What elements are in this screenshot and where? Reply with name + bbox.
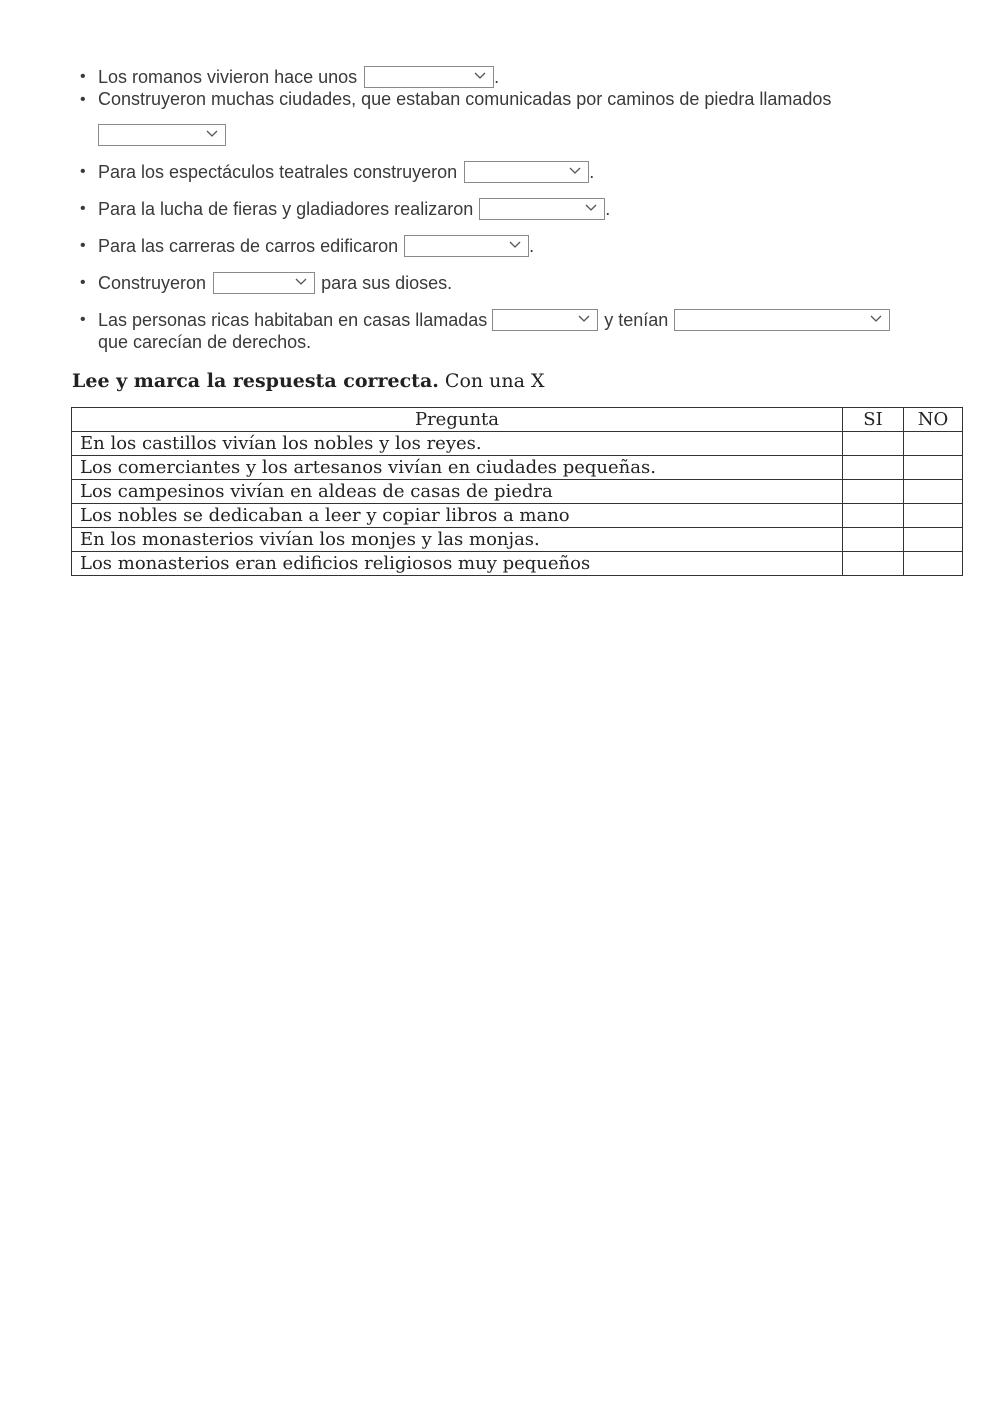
answer-dropdown-1[interactable] xyxy=(364,66,494,88)
table-row xyxy=(72,552,963,576)
no-cell[interactable] xyxy=(904,528,963,552)
answer-dropdown-5[interactable] xyxy=(404,235,529,257)
answer-dropdown-6[interactable] xyxy=(213,272,315,294)
item-7 xyxy=(98,309,890,331)
table-row xyxy=(72,480,963,504)
no-cell[interactable] xyxy=(904,504,963,528)
item-4-end: . xyxy=(605,198,611,219)
chevron-down-icon xyxy=(473,69,487,83)
chevron-down-icon xyxy=(205,127,219,141)
question-cell: Los comerciantes y los artesanos vivían en ciudades pequeñas. xyxy=(72,456,843,480)
item-1-end: . xyxy=(494,66,500,87)
answer-dropdown-4[interactable] xyxy=(479,198,605,220)
table-header-row xyxy=(72,408,963,432)
heading-note: Con una X xyxy=(444,370,545,392)
chevron-down-icon xyxy=(568,164,582,178)
item-7-middle: y tenían xyxy=(604,309,669,330)
question-cell: En los monasterios vivían los monjes y las monjas. xyxy=(72,528,843,552)
bullet-1: • xyxy=(80,68,86,85)
table-exercise-heading xyxy=(72,370,545,392)
si-cell[interactable] xyxy=(843,480,904,504)
table-row xyxy=(72,504,963,528)
item-6-text: Construyeron xyxy=(98,272,207,293)
question-cell: Los campesinos vivían en aldeas de casas de piedra xyxy=(72,480,843,504)
no-cell[interactable] xyxy=(904,480,963,504)
item-7-text: Las personas ricas habitaban en casas llamadas xyxy=(98,309,488,330)
item-1 xyxy=(98,66,499,88)
item-5-text: Para las carreras de carros edificaron xyxy=(98,235,399,256)
bullet-3: • xyxy=(80,163,86,180)
si-cell[interactable] xyxy=(843,528,904,552)
chevron-down-icon xyxy=(584,201,598,215)
item-3 xyxy=(98,161,594,183)
item-3-text: Para los espectáculos teatrales construyeron xyxy=(98,161,458,182)
item-1-text: Los romanos vivieron hace unos xyxy=(98,66,358,87)
question-cell: Los nobles se dedicaban a leer y copiar libros a mano xyxy=(72,504,843,528)
no-cell[interactable] xyxy=(904,552,963,576)
col-header-si: SI xyxy=(843,408,904,432)
chevron-down-icon xyxy=(577,312,591,326)
si-cell[interactable] xyxy=(843,456,904,480)
table-row xyxy=(72,528,963,552)
answer-dropdown-8[interactable] xyxy=(674,309,890,331)
si-cell[interactable] xyxy=(843,552,904,576)
no-cell[interactable] xyxy=(904,432,963,456)
chevron-down-icon xyxy=(869,312,883,326)
bullet-2: • xyxy=(80,91,86,108)
heading-instruction: Lee y marca la respuesta correcta. xyxy=(72,370,439,392)
col-header-question: Pregunta xyxy=(72,408,843,432)
bullet-7: • xyxy=(80,311,86,328)
item-6 xyxy=(98,272,452,294)
si-cell[interactable] xyxy=(843,504,904,528)
chevron-down-icon xyxy=(294,275,308,289)
si-cell[interactable] xyxy=(843,432,904,456)
no-cell[interactable] xyxy=(904,456,963,480)
table-row xyxy=(72,456,963,480)
col-header-no: NO xyxy=(904,408,963,432)
item-2 xyxy=(98,89,831,110)
item-5-end: . xyxy=(529,235,535,256)
table-row xyxy=(72,432,963,456)
item-7-end: que carecían de derechos. xyxy=(98,332,312,352)
bullet-4: • xyxy=(80,200,86,217)
question-cell: Los monasterios eran edificios religiosos muy pequeños xyxy=(72,552,843,576)
bullet-5: • xyxy=(80,237,86,254)
item-2-answer xyxy=(98,124,226,146)
item-4-text: Para la lucha de fieras y gladiadores realizaron xyxy=(98,198,474,219)
answer-dropdown-3[interactable] xyxy=(464,161,589,183)
item-4 xyxy=(98,198,610,220)
item-3-end: . xyxy=(589,161,595,182)
item-6-end: para sus dioses. xyxy=(321,272,453,293)
answer-dropdown-2[interactable] xyxy=(98,124,226,146)
true-false-table xyxy=(71,407,963,576)
question-cell: En los castillos vivían los nobles y los reyes. xyxy=(72,432,843,456)
bullet-6: • xyxy=(80,274,86,291)
chevron-down-icon xyxy=(508,238,522,252)
answer-dropdown-7[interactable] xyxy=(492,309,598,331)
item-2-text: Construyeron muchas ciudades, que estaban comunicadas por caminos de piedra llamados xyxy=(98,89,832,109)
item-5 xyxy=(98,235,534,257)
item-7-continuation xyxy=(98,332,311,353)
